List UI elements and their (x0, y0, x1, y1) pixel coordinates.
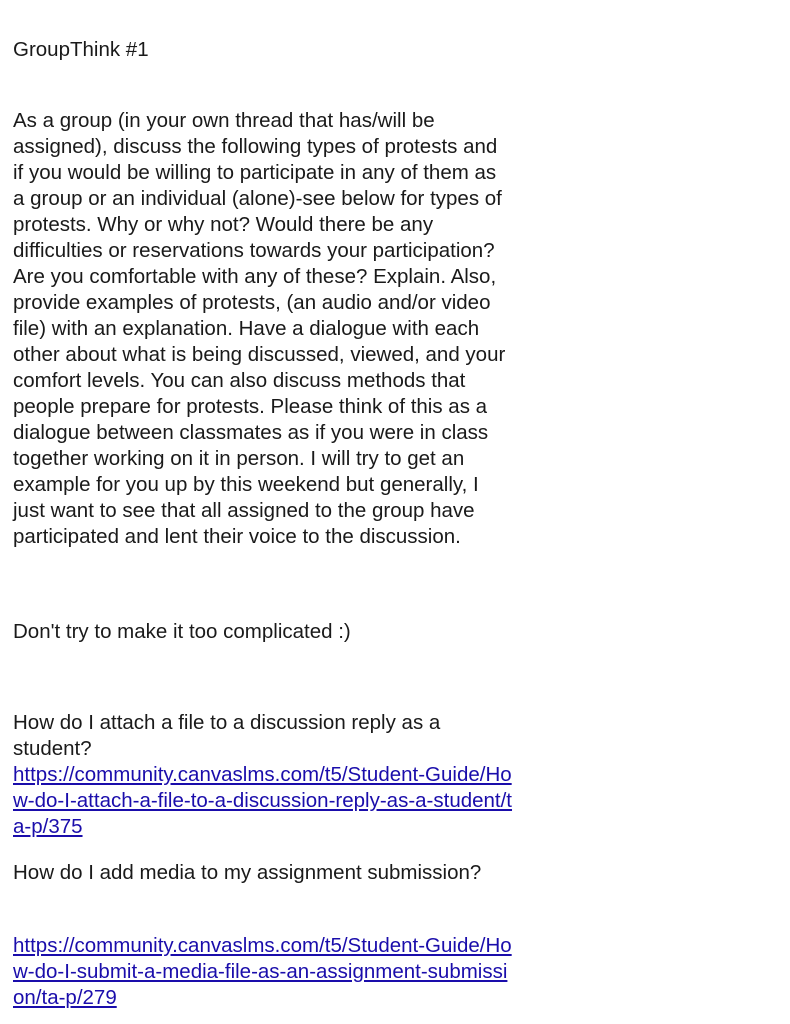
instructions-paragraph: As a group (in your own thread that has/will be assigned), discuss the following types of protests and if you would be willing to participate in any of them as a group or an individual (alone)-see below for types of protests. Why or why not? Would there be any difficulties or reservations towards your participation? Are you comfortable with any of these? Explain. Also, provide examples of protests, (an audio and/or video file) with an explanation. Have a dialogue with each other about what is being discussed, viewed, and your comfort levels. You can also discuss methods that people prepare for protests. Please think of this as a dialogue between classmates as if you were in class together working on it in person. I will try to get an example for you up by this weekend but generally, I just want to see that all assigned to the group have participated and lent their voice to the discussion. (13, 109, 506, 548)
help-link-attach-file[interactable]: https://community.canvaslms.com/t5/Student-Guide/How-do-I-attach-a-file-to-a-discussion-reply-as-a-student/ta-p/375 (13, 763, 513, 838)
help-question-attach-file: How do I attach a file to a discussion reply as a student? (13, 711, 441, 760)
page-title: GroupThink #1 (13, 38, 149, 61)
help-item-attach-file (13, 710, 513, 840)
note-paragraph: Don't try to make it too complicated :) (13, 620, 351, 643)
help-link-wrapper (13, 933, 513, 1011)
help-question-add-media: How do I add media to my assignment submission? (13, 861, 482, 884)
help-link-add-media[interactable]: https://community.canvaslms.com/t5/Student-Guide/How-do-I-submit-a-media-file-as-an-assignment-submission/ta-p/279 (13, 934, 512, 1009)
